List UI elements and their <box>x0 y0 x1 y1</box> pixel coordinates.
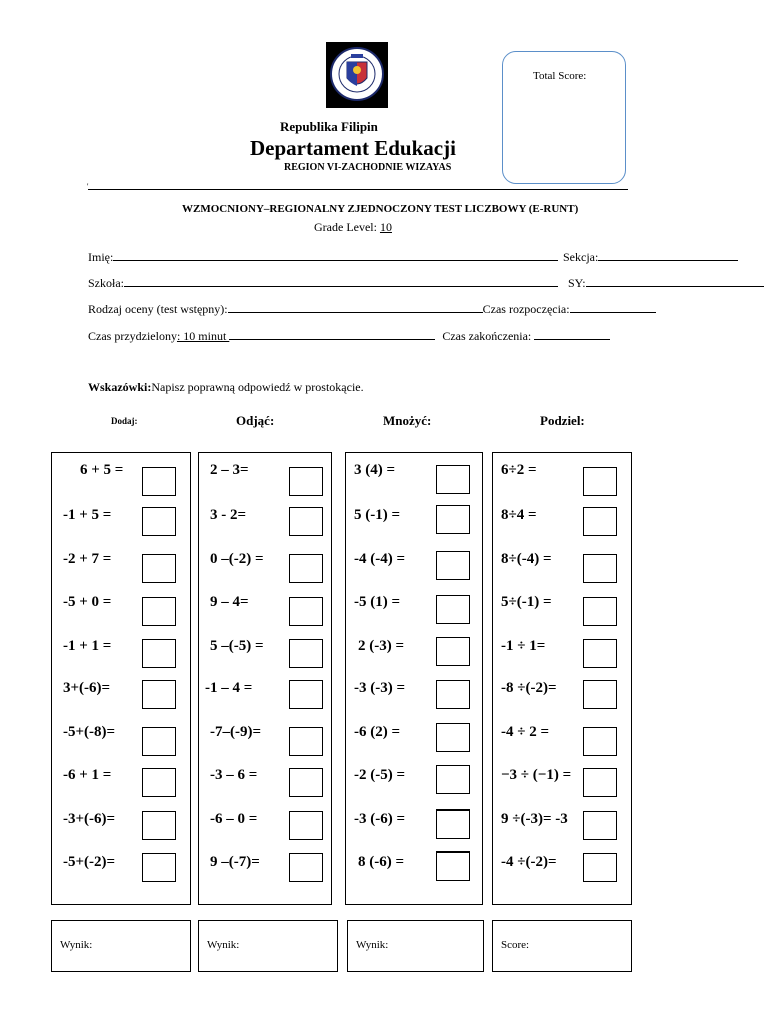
add-problem: -6 + 1 = <box>63 767 112 783</box>
answer-box[interactable] <box>289 597 323 626</box>
answer-box[interactable] <box>142 727 176 756</box>
answer-box[interactable] <box>436 680 470 709</box>
answer-box[interactable] <box>142 507 176 536</box>
divide-problem: -8 ÷(-2)= <box>501 680 557 696</box>
multiply-problem: 3 (4) = <box>354 462 396 478</box>
subtract-problem: 5 –(-5) = <box>210 638 264 654</box>
answer-box[interactable] <box>583 768 617 797</box>
sy-blank[interactable] <box>586 276 764 287</box>
region-name: REGION VI-ZACHODNIE WIZAYAS <box>284 162 452 173</box>
subtract-problem: -3 – 6 = <box>210 767 258 783</box>
answer-box[interactable] <box>436 505 470 534</box>
republic-name: Republika Filipin <box>280 119 378 134</box>
divide-problem: 8÷(-4) = <box>501 551 552 567</box>
add-problem: -1 + 5 = <box>63 507 112 523</box>
end-time-blank[interactable] <box>534 329 610 340</box>
answer-box[interactable] <box>142 853 176 882</box>
answer-box[interactable] <box>142 597 176 626</box>
answer-box[interactable] <box>142 811 176 840</box>
total-score-box <box>502 51 626 184</box>
answer-box[interactable] <box>583 639 617 668</box>
heading-divide: Podziel: <box>540 413 585 428</box>
multiply-problem: -3 (-6) = <box>354 811 406 827</box>
divide-result-label: Score: <box>501 939 530 951</box>
school-blank[interactable] <box>124 276 558 287</box>
grade-level <box>314 220 392 235</box>
divide-problem: -4 ÷ 2 = <box>501 724 550 740</box>
add-problem: -2 + 7 = <box>63 551 112 567</box>
add-problem: -5+(-8)= <box>63 724 116 740</box>
divide-problem: -4 ÷(-2)= <box>501 854 557 870</box>
answer-box[interactable] <box>436 809 470 839</box>
multiply-problem: -6 (2) = <box>354 724 401 740</box>
tiny-mark: ' <box>87 182 89 191</box>
answer-box[interactable] <box>289 467 323 496</box>
answer-box[interactable] <box>436 595 470 624</box>
answer-box[interactable] <box>583 597 617 626</box>
multiply-problem: -2 (-5) = <box>354 767 406 783</box>
answer-box[interactable] <box>583 853 617 882</box>
sy-label: SY: <box>568 276 586 290</box>
start-time-label: Czas rozpoczęcia: <box>482 302 570 316</box>
end-time-label: Czas zakończenia: <box>442 329 535 343</box>
add-problem: 6 + 5 = <box>80 462 124 478</box>
answer-box[interactable] <box>142 680 176 709</box>
divide-problem: -1 ÷ 1= <box>501 638 546 654</box>
grade-label: Grade Level: <box>314 220 380 234</box>
subtract-problem: 2 – 3= <box>210 462 249 478</box>
answer-box[interactable] <box>436 765 470 794</box>
multiply-problem: -5 (1) = <box>354 594 401 610</box>
answer-box[interactable] <box>436 465 470 494</box>
add-problem: -5+(-2)= <box>63 854 116 870</box>
answer-box[interactable] <box>289 853 323 882</box>
instructions <box>88 380 364 395</box>
answer-box[interactable] <box>583 680 617 709</box>
department-name: Departament Edukacji <box>250 136 456 160</box>
deped-seal-logo <box>326 42 388 108</box>
answer-box[interactable] <box>142 639 176 668</box>
assessment-type-field[interactable] <box>88 302 656 317</box>
divide-problem: 6÷2 = <box>501 462 537 478</box>
start-time-blank[interactable] <box>570 302 656 313</box>
answer-box[interactable] <box>289 680 323 709</box>
multiply-problem: -4 (-4) = <box>354 551 406 567</box>
name-field[interactable] <box>88 250 558 265</box>
divide-problem: −3 ÷ (−1) = <box>501 767 572 783</box>
multiply-panel <box>345 452 483 905</box>
allotted-time-blank[interactable] <box>229 329 435 340</box>
multiply-problem: -3 (-3) = <box>354 680 406 696</box>
divide-problem: 9 ÷(-3)= -3 <box>501 811 568 827</box>
answer-box[interactable] <box>289 554 323 583</box>
test-title: WZMOCNIONY–REGIONALNY ZJEDNOCZONY TEST LICZBOWY (E-RUNT) <box>182 203 579 215</box>
total-score-label: Total Score: <box>533 70 587 82</box>
answer-box[interactable] <box>142 467 176 496</box>
allotted-time-label: Czas przydzielony <box>88 329 177 343</box>
multiply-problem: 5 (-1) = <box>354 507 401 523</box>
add-problem: 3+(-6)= <box>63 680 111 696</box>
sy-field[interactable] <box>568 276 764 291</box>
subtract-problem: -6 – 0 = <box>210 811 258 827</box>
answer-box[interactable] <box>142 768 176 797</box>
name-blank[interactable] <box>113 250 558 261</box>
instructions-label: Wskazówki: <box>88 380 152 394</box>
answer-box[interactable] <box>289 811 323 840</box>
divide-problem: 8÷4 = <box>501 507 537 523</box>
subtract-problem: 9 –(-7)= <box>210 854 260 870</box>
school-field[interactable] <box>88 276 558 291</box>
answer-box[interactable] <box>583 811 617 840</box>
section-label: Sekcja: <box>563 250 599 264</box>
school-label: Szkoła: <box>88 276 124 290</box>
subtract-result-box[interactable] <box>198 920 338 972</box>
answer-box[interactable] <box>289 639 323 668</box>
add-problem: -1 + 1 = <box>63 638 112 654</box>
subtract-problem: -7–(-9)= <box>210 724 262 740</box>
instructions-text: Napisz poprawną odpowiedź w prostokącie. <box>151 380 364 394</box>
answer-box[interactable] <box>436 723 470 752</box>
heading-add: Dodaj: <box>111 416 138 426</box>
answer-box[interactable] <box>583 727 617 756</box>
header-divider <box>88 189 628 190</box>
multiply-problem: 8 (-6) = <box>358 854 405 870</box>
assessment-type-label: Rodzaj oceny (test wstępny): <box>88 302 228 316</box>
subtract-problem: 0 –(-2) = <box>210 551 264 567</box>
multiply-problem: 2 (-3) = <box>358 638 405 654</box>
name-label: Imię: <box>88 250 114 264</box>
add-result-label: Wynik: <box>60 939 93 951</box>
multiply-result-label: Wynik: <box>356 939 389 951</box>
answer-box[interactable] <box>289 768 323 797</box>
divide-result-box[interactable] <box>492 920 632 972</box>
grade-value: 10 <box>379 220 392 234</box>
heading-subtract: Odjąć: <box>236 413 275 428</box>
divide-panel <box>492 452 632 905</box>
answer-box[interactable] <box>583 507 617 536</box>
answer-box[interactable] <box>142 554 176 583</box>
subtract-problem: -1 – 4 = <box>205 680 253 696</box>
assessment-type-blank[interactable] <box>228 302 483 313</box>
answer-box[interactable] <box>436 637 470 666</box>
subtract-result-label: Wynik: <box>207 939 240 951</box>
answer-box[interactable] <box>583 554 617 583</box>
add-problem: -3+(-6)= <box>63 811 116 827</box>
answer-box[interactable] <box>583 467 617 496</box>
section-blank[interactable] <box>598 250 738 261</box>
add-panel <box>51 452 191 905</box>
answer-box[interactable] <box>289 507 323 536</box>
answer-box[interactable] <box>289 727 323 756</box>
answer-box[interactable] <box>436 851 470 881</box>
add-result-box[interactable] <box>51 920 191 972</box>
heading-multiply: Mnożyć: <box>383 413 432 428</box>
subtract-panel <box>198 452 332 905</box>
subtract-problem: 9 – 4= <box>210 594 249 610</box>
answer-box[interactable] <box>436 551 470 580</box>
allotted-time-field[interactable] <box>88 329 610 344</box>
add-problem: -5 + 0 = <box>63 594 112 610</box>
section-field[interactable] <box>563 250 738 265</box>
divide-problem: 5÷(-1) = <box>501 594 552 610</box>
allotted-time-value: : 10 minut <box>176 329 230 343</box>
multiply-result-box[interactable] <box>347 920 484 972</box>
subtract-problem: 3 - 2= <box>210 507 247 523</box>
